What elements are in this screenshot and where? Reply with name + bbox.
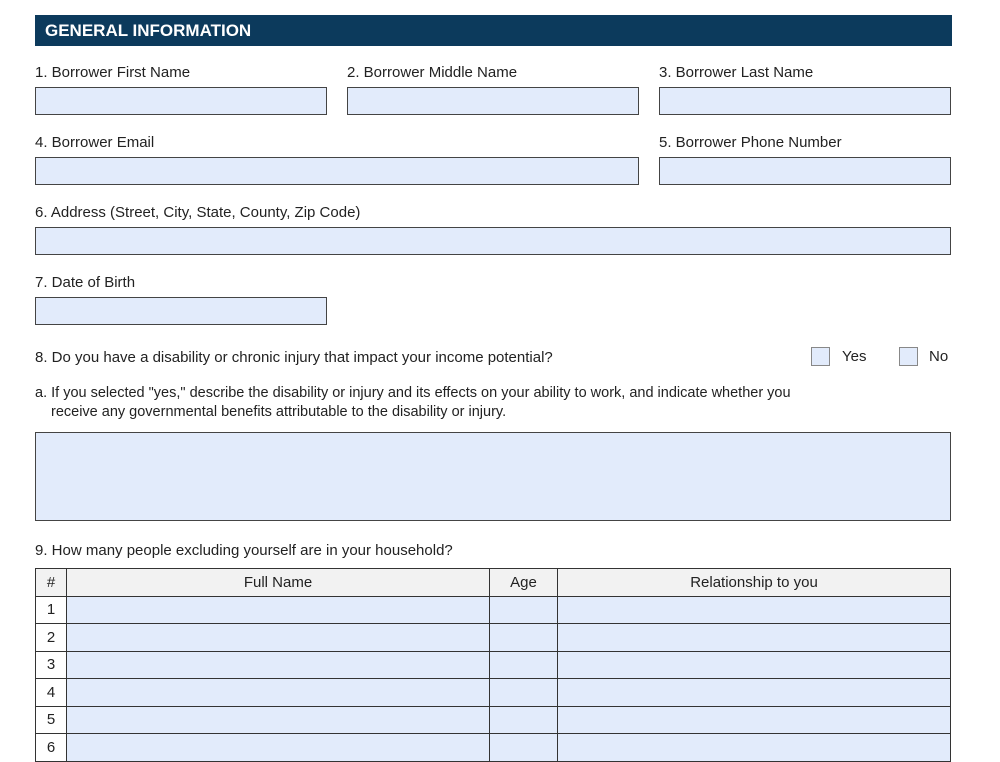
table-row — [36, 624, 951, 652]
phone-input[interactable] — [659, 157, 951, 185]
middle-name-input[interactable] — [347, 87, 639, 115]
col-header-number: # — [36, 569, 67, 597]
address-label: 6. Address (Street, City, State, County, Zip Code) — [35, 204, 361, 221]
full-name-cell[interactable] — [67, 734, 490, 762]
phone-label: 5. Borrower Phone Number — [659, 134, 842, 151]
last-name-label: 3. Borrower Last Name — [659, 64, 814, 81]
age-cell[interactable] — [490, 596, 558, 624]
section-header: GENERAL INFORMATION — [35, 15, 952, 46]
email-label: 4. Borrower Email — [35, 134, 155, 151]
table-row — [36, 734, 951, 762]
first-name-label: 1. Borrower First Name — [35, 64, 191, 81]
row-number: 1 — [36, 596, 67, 624]
col-header-relationship: Relationship to you — [558, 569, 951, 597]
address-input[interactable] — [35, 227, 951, 255]
table-row — [36, 706, 951, 734]
middle-name-label: 2. Borrower Middle Name — [347, 64, 518, 81]
age-cell[interactable] — [490, 651, 558, 679]
full-name-cell[interactable] — [67, 651, 490, 679]
relationship-cell[interactable] — [558, 706, 951, 734]
age-cell[interactable] — [490, 734, 558, 762]
relationship-cell[interactable] — [558, 651, 951, 679]
yes-checkbox[interactable] — [811, 347, 830, 366]
last-name-input[interactable] — [659, 87, 951, 115]
q8a-text-line2: receive any governmental benefits attributable to the disability or injury. — [51, 404, 507, 420]
row-number: 2 — [36, 624, 67, 652]
col-header-age: Age — [490, 569, 558, 597]
full-name-cell[interactable] — [67, 596, 490, 624]
table-row — [36, 679, 951, 707]
relationship-cell[interactable] — [558, 734, 951, 762]
email-input[interactable] — [35, 157, 639, 185]
age-cell[interactable] — [490, 706, 558, 734]
yes-label: Yes — [842, 348, 867, 365]
q9-label: 9. How many people excluding yourself are in your household? — [35, 542, 453, 559]
dob-input[interactable] — [35, 297, 327, 325]
row-number: 4 — [36, 679, 67, 707]
q8-label: 8. Do you have a disability or chronic injury that impact your income potential? — [35, 349, 553, 366]
full-name-cell[interactable] — [67, 624, 490, 652]
row-number: 6 — [36, 734, 67, 762]
table-row — [36, 651, 951, 679]
no-checkbox[interactable] — [899, 347, 918, 366]
no-label: No — [929, 348, 949, 365]
col-header-full-name: Full Name — [67, 569, 490, 597]
age-cell[interactable] — [490, 624, 558, 652]
first-name-input[interactable] — [35, 87, 327, 115]
full-name-cell[interactable] — [67, 706, 490, 734]
row-number: 3 — [36, 651, 67, 679]
disability-description-textarea[interactable] — [35, 432, 951, 521]
q8a-text-line1: a. If you selected "yes," describe the disability or injury and its effects on your ability to work, and indicate whether you — [35, 385, 791, 401]
relationship-cell[interactable] — [558, 679, 951, 707]
dob-label: 7. Date of Birth — [35, 274, 136, 291]
full-name-cell[interactable] — [67, 679, 490, 707]
household-table — [35, 568, 951, 762]
relationship-cell[interactable] — [558, 596, 951, 624]
row-number: 5 — [36, 706, 67, 734]
age-cell[interactable] — [490, 679, 558, 707]
relationship-cell[interactable] — [558, 624, 951, 652]
table-row — [36, 596, 951, 624]
table-header-row — [36, 569, 951, 597]
